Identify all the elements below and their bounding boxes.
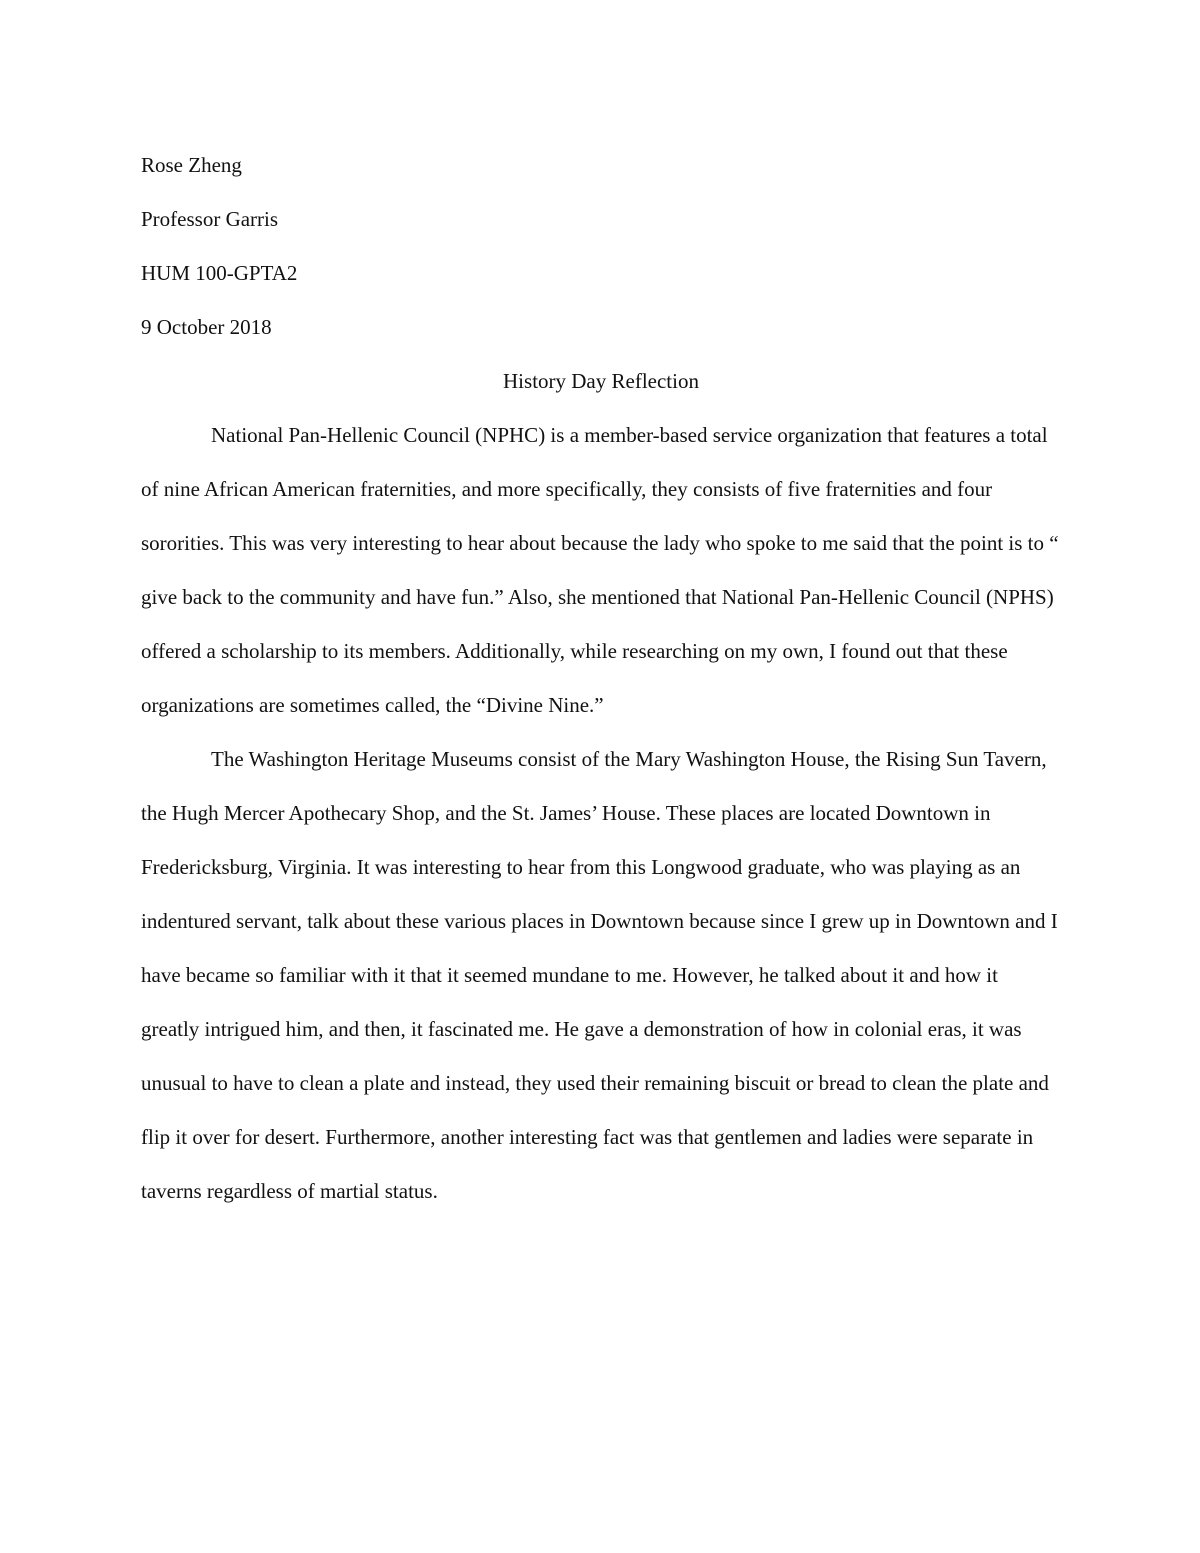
document-body: [141, 138, 1061, 1218]
course-code: HUM 100-GPTA2: [141, 261, 298, 285]
paragraph-nphc: National Pan-Hellenic Council (NPHC) is a member-based service organization that features a total of nine African American fraternities, and more specifically, they consists of five fraternities and four sororities. This was very interesting to hear about because the lady who spoke to me said that the point is to “ give back to the community and have fun.” Also, she mentioned that National Pan-Hellenic Council (NPHS) offered a scholarship to its members. Additionally, while researching on my own, I found out that these organizations are sometimes called, the “Divine Nine.”: [141, 423, 1059, 717]
student-name: Rose Zheng: [141, 153, 242, 177]
professor-name: Professor Garris: [141, 207, 279, 231]
paragraph-heritage-museums: The Washington Heritage Museums consist of the Mary Washington House, the Rising Sun Tavern, the Hugh Mercer Apothecary Shop, and the St. James’ House. These places are located Downtown in Fredericksburg, Virginia. It was interesting to hear from this Longwood graduate, who was playing as an indentured servant, talk about these various places in Downtown because since I grew up in Downtown and I have became so familiar with it that it seemed mundane to me. However, he talked about it and how it greatly intrigued him, and then, it fascinated me. He gave a demonstration of how in colonial eras, it was unusual to have to clean a plate and instead, they used their remaining biscuit or bread to clean the plate and flip it over for desert. Furthermore, another interesting fact was that gentlemen and ladies were separate in taverns regardless of martial status.: [141, 747, 1058, 1203]
essay-date: 9 October 2018: [141, 315, 272, 339]
essay-title: History Day Reflection: [503, 369, 699, 393]
